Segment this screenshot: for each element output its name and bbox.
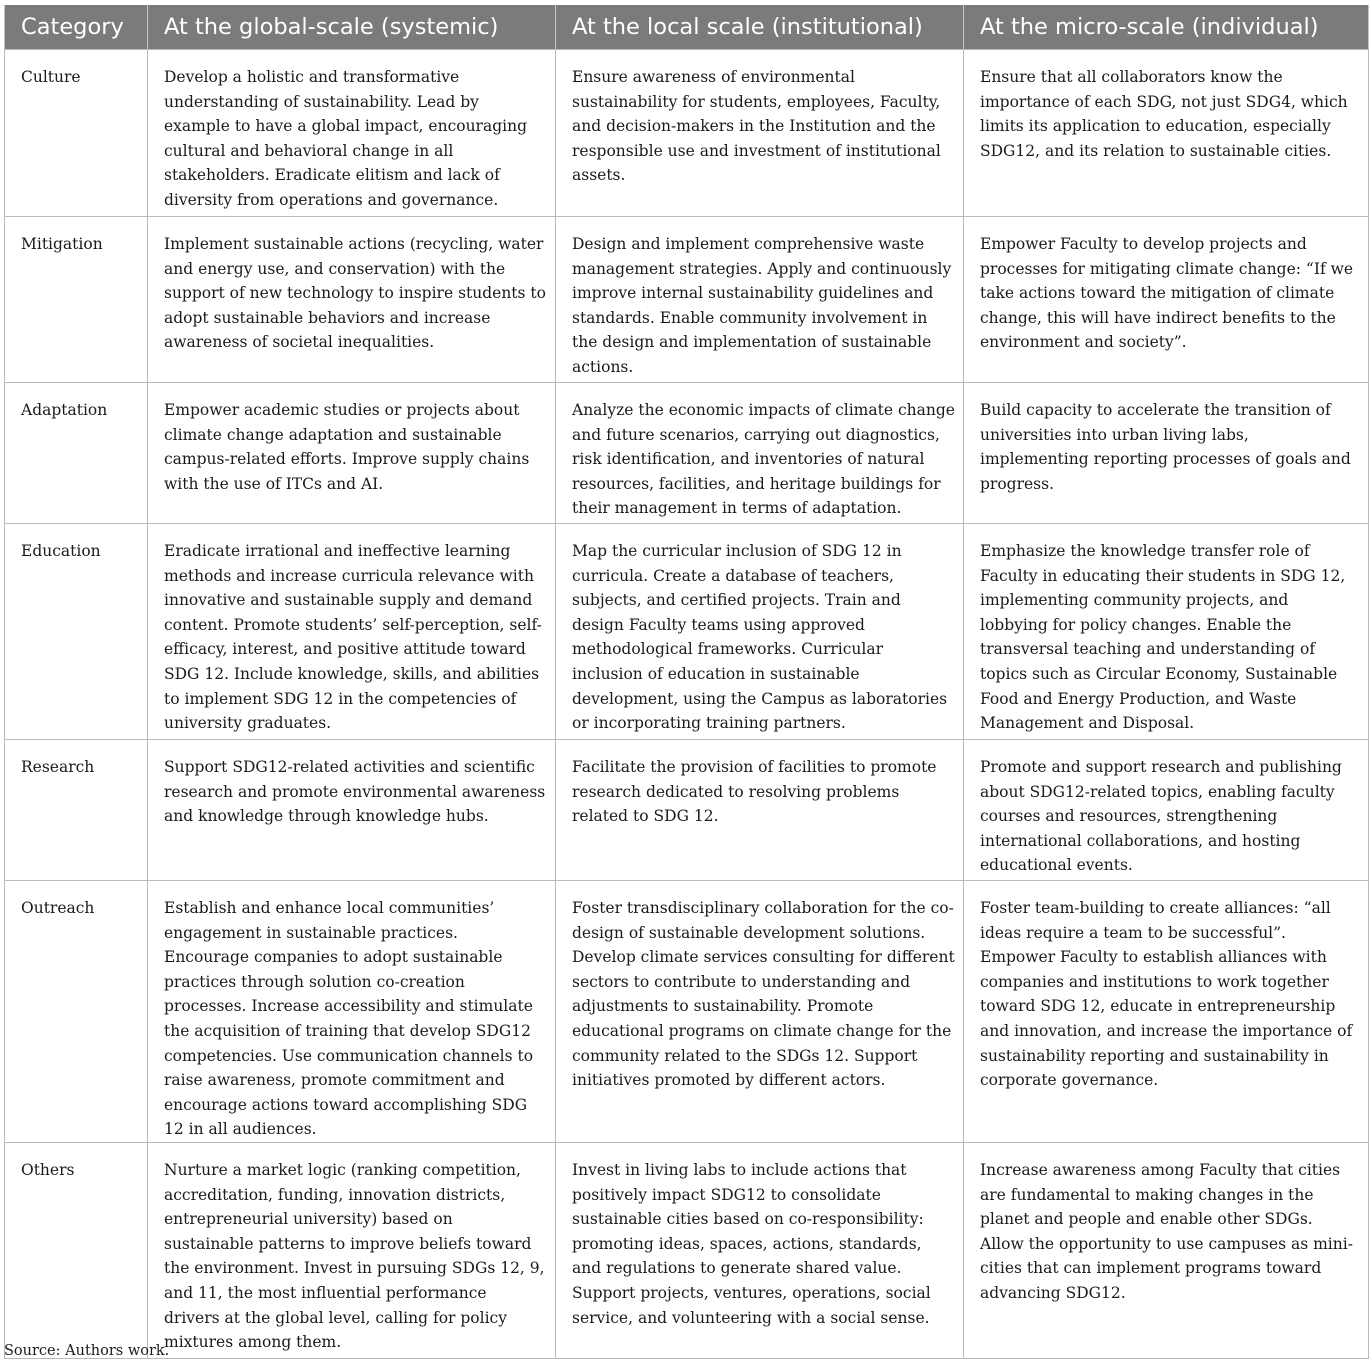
global-cell: Empower academic studies or projects about climate change adaptation and sustainable campus-related efforts. Improve supply chains with the use of ITCs and AI. <box>148 383 556 524</box>
table-row <box>5 740 1369 881</box>
micro-cell: Increase awareness among Faculty that cities are fundamental to making changes in the planet and people and enable other SDGs. Allow the opportunity to use campuses as mini-cities that can implement programs toward advancing SDG12. <box>964 1142 1369 1358</box>
micro-cell: Ensure that all collaborators know the importance of each SDG, not just SDG4, which limits its application to education, especially SDG12, and its relation to sustainable cities. <box>964 50 1369 217</box>
micro-cell: Promote and support research and publishing about SDG12-related topics, enabling faculty courses and resources, strengthening international collaborations, and hosting educational events. <box>964 740 1369 881</box>
local-cell: Analyze the economic impacts of climate change and future scenarios, carrying out diagnostics, risk identification, and inventories of natural resources, facilities, and heritage buildings for their management in terms of adaptation. <box>556 383 964 524</box>
global-cell: Implement sustainable actions (recycling, water and energy use, and conservation) with the support of new technology to inspire students to adopt sustainable behaviors and increase awareness of societal inequalities. <box>148 217 556 383</box>
sdg12-strategy-table <box>4 5 1369 1359</box>
table-row <box>5 50 1369 217</box>
local-cell: Invest in living labs to include actions that positively impact SDG12 to consolidate sustainable cities based on co-responsibility: promoting ideas, spaces, actions, standards, and regulations to generate shared value. Support projects, ventures, operations, social service, and volunteering with a social sense. <box>556 1142 964 1358</box>
local-cell: Facilitate the provision of facilities to promote research dedicated to resolving problems related to SDG 12. <box>556 740 964 881</box>
micro-cell: Empower Faculty to develop projects and processes for mitigating climate change: “If we take actions toward the mitigation of climate change, this will have indirect benefits to the environment and society”. <box>964 217 1369 383</box>
table-container <box>4 5 1368 1359</box>
header-row <box>5 5 1369 50</box>
global-cell: Eradicate irrational and ineffective learning methods and increase curricula relevance with innovative and sustainable supply and demand content. Promote students’ self-perception, self-efficacy, interest, and positive attitude toward SDG 12. Include knowledge, skills, and abilities to implement SDG 12 in the competencies of university graduates. <box>148 524 556 740</box>
local-cell: Design and implement comprehensive waste management strategies. Apply and continuously improve internal sustainability guidelines and standards. Enable community involvement in the design and implementation of sustainable actions. <box>556 217 964 383</box>
table-row <box>5 1142 1369 1358</box>
global-cell: Establish and enhance local communities’ engagement in sustainable practices. Encourage companies to adopt sustainable practices through solution co-creation processes. Increase accessibility and stimulate the acquisition of training that develop SDG12 competencies. Use communication channels to raise awareness, promote commitment and encourage actions toward accomplishing SDG 12 in all audiences. <box>148 881 556 1143</box>
micro-cell: Emphasize the knowledge transfer role of Faculty in educating their students in SDG 12, implementing community projects, and lobbying for policy changes. Enable the transversal teaching and understanding of topics such as Circular Economy, Sustainable Food and Energy Production, and Waste Management and Disposal. <box>964 524 1369 740</box>
local-cell: Foster transdisciplinary collaboration for the co-design of sustainable development solutions. Develop climate services consulting for different sectors to contribute to understanding and adjustments to sustainability. Promote educational programs on climate change for the community related to the SDGs 12. Support initiatives promoted by different actors. <box>556 881 964 1143</box>
category-cell: Mitigation <box>5 217 148 383</box>
header-global-scale: At the global-scale (systemic) <box>148 5 556 50</box>
micro-cell: Foster team-building to create alliances: “all ideas require a team to be successful”. Empower Faculty to establish alliances with companies and institutions to work together toward SDG 12, educate in entrepreneurship and innovation, and increase the importance of sustainability reporting and sustainability in corporate governance. <box>964 881 1369 1143</box>
header-micro-scale: At the micro-scale (individual) <box>964 5 1369 50</box>
category-cell: Research <box>5 740 148 881</box>
category-cell: Culture <box>5 50 148 217</box>
micro-cell: Build capacity to accelerate the transition of universities into urban living labs, implementing reporting processes of goals and progress. <box>964 383 1369 524</box>
category-cell: Others <box>5 1142 148 1358</box>
local-cell: Ensure awareness of environmental sustainability for students, employees, Faculty, and decision-makers in the Institution and the responsible use and investment of institutional assets. <box>556 50 964 217</box>
table-row <box>5 881 1369 1143</box>
source-note: Source: Authors work. <box>4 1343 170 1359</box>
global-cell: Develop a holistic and transformative understanding of sustainability. Lead by example to have a global impact, encouraging cultural and behavioral change in all stakeholders. Eradicate elitism and lack of diversity from operations and governance. <box>148 50 556 217</box>
local-cell: Map the curricular inclusion of SDG 12 in curricula. Create a database of teachers, subjects, and certified projects. Train and design Faculty teams using approved methodological frameworks. Curricular inclusion of education in sustainable development, using the Campus as laboratories or incorporating training partners. <box>556 524 964 740</box>
table-row <box>5 217 1369 383</box>
category-cell: Adaptation <box>5 383 148 524</box>
table-row <box>5 524 1369 740</box>
table-row <box>5 383 1369 524</box>
category-cell: Outreach <box>5 881 148 1143</box>
category-cell: Education <box>5 524 148 740</box>
global-cell: Support SDG12-related activities and scientific research and promote environmental awareness and knowledge through knowledge hubs. <box>148 740 556 881</box>
header-category: Category <box>5 5 148 50</box>
global-cell: Nurture a market logic (ranking competition, accreditation, funding, innovation districts, entrepreneurial university) based on sustainable patterns to improve beliefs toward the environment. Invest in pursuing SDGs 12, 9, and 11, the most influential performance drivers at the global level, calling for policy mixtures among them. <box>148 1142 556 1358</box>
header-local-scale: At the local scale (institutional) <box>556 5 964 50</box>
